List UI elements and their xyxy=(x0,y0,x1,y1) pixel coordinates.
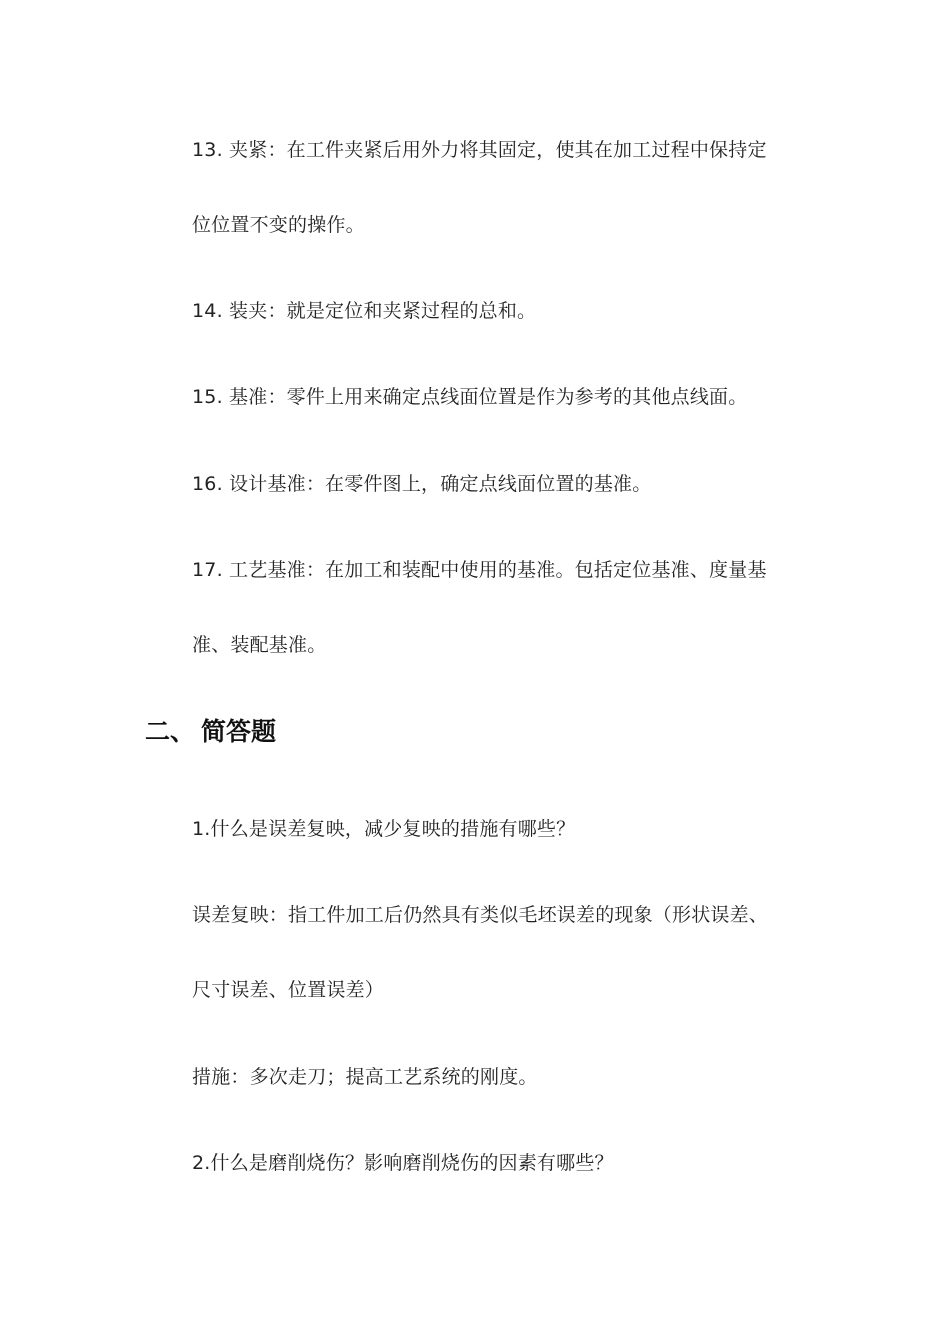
section-title: 简答题 xyxy=(201,717,277,746)
definition-17-line-1: 17. 工艺基准：在加工和装配中使用的基准。包括定位基准、度量基 xyxy=(192,559,767,581)
answer-1-definition-line-1: 误差复映：指工件加工后仍然具有类似毛坯误差的现象（形状误差、 xyxy=(192,904,769,926)
answer-1-definition-line-2: 尺寸误差、位置误差） xyxy=(192,979,385,1001)
definition-17-line-2: 准、装配基准。 xyxy=(192,634,327,656)
definition-15: 15. 基准：零件上用来确定点线面位置是作为参考的其他点线面。 xyxy=(192,386,748,408)
question-1: 1.什么是误差复映，减少复映的措施有哪些？ xyxy=(192,818,576,840)
question-2: 2.什么是磨削烧伤？影响磨削烧伤的因素有哪些？ xyxy=(192,1152,614,1174)
definition-13-line-2: 位位置不变的操作。 xyxy=(192,214,365,236)
section-heading xyxy=(145,716,276,748)
answer-1-measures: 措施：多次走刀；提高工艺系统的刚度。 xyxy=(192,1066,538,1088)
section-number: 二、 xyxy=(145,717,196,746)
definition-16: 16. 设计基准：在零件图上，确定点线面位置的基准。 xyxy=(192,473,652,495)
definition-14: 14. 装夹：就是定位和夹紧过程的总和。 xyxy=(192,300,537,322)
definition-13-line-1: 13. 夹紧：在工件夹紧后用外力将其固定，使其在加工过程中保持定 xyxy=(192,139,767,161)
